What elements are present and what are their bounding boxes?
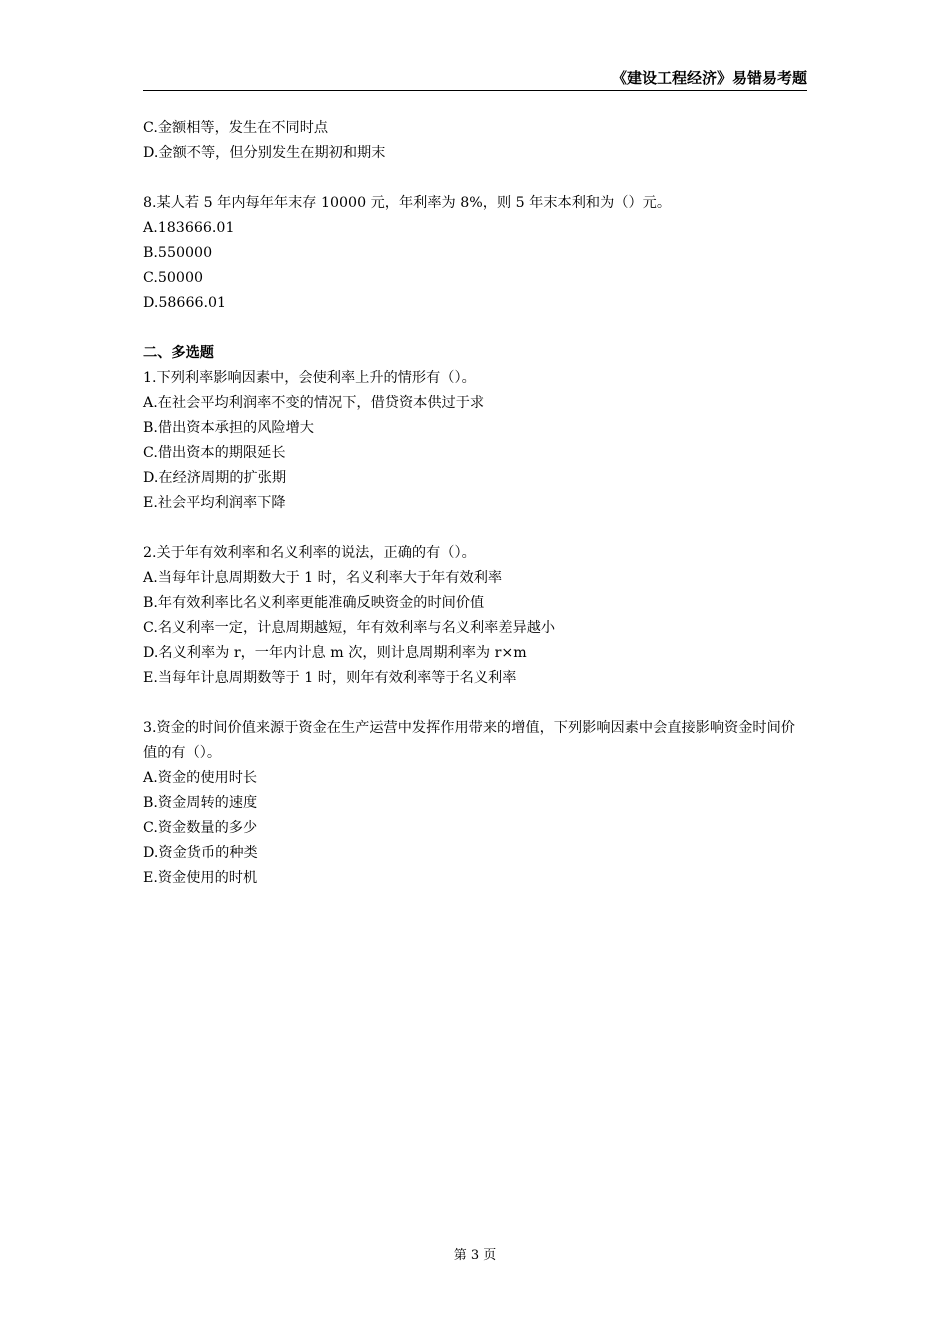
multi-question-3-block <box>143 716 807 891</box>
mq3-option-a: A.资金的使用时长 <box>143 770 258 786</box>
q8-option-c: C.50000 <box>143 270 203 286</box>
mq3-question: 3.资金的时间价值来源于资金在生产运营中发挥作用带来的增值，下列影响因素中会直接影响资金时间价值的有（）。 <box>143 720 795 761</box>
mq1-option-a: A.在社会平均利润率不变的情况下，借贷资本供过于求 <box>143 395 485 411</box>
mq2-option-d: D.名义利率为 r，一年内计息 m 次，则计息周期利率为 r×m <box>143 645 527 661</box>
mq1-option-e: E.社会平均利润率下降 <box>143 495 286 511</box>
spacer <box>143 316 807 341</box>
spacer <box>143 166 807 191</box>
spacer <box>143 516 807 541</box>
mq1-option-d: D.在经济周期的扩张期 <box>143 470 287 486</box>
mq1-option-b: B.借出资本承担的风险增大 <box>143 420 314 436</box>
mq1-question: 1.下列利率影响因素中，会使利率上升的情形有（）。 <box>143 370 476 386</box>
multi-question-2-block <box>143 541 807 691</box>
mq2-option-a: A.当每年计息周期数大于 1 时，名义利率大于年有效利率 <box>143 570 503 586</box>
q7-option-d: D.金额不等，但分别发生在期初和期末 <box>143 145 386 161</box>
question-8-block <box>143 191 807 316</box>
page-header <box>143 68 807 91</box>
question-7-block <box>143 116 807 166</box>
mq2-option-b: B.年有效利率比名义利率更能准确反映资金的时间价值 <box>143 595 485 611</box>
q7-option-c: C.金额相等，发生在不同时点 <box>143 120 329 136</box>
mq3-option-e: E.资金使用的时机 <box>143 870 258 886</box>
document-body <box>143 116 807 891</box>
section-title-multiple-choice: 二、多选题 <box>143 345 214 361</box>
page-number: 第 3 页 <box>453 1248 497 1263</box>
q8-option-b: B.550000 <box>143 245 213 261</box>
mq3-option-d: D.资金货币的种类 <box>143 845 258 861</box>
q8-option-a: A.183666.01 <box>143 220 235 236</box>
mq3-option-b: B.资金周转的速度 <box>143 795 258 811</box>
multi-question-1-block <box>143 366 807 516</box>
q8-question: 8.某人若 5 年内每年年末存 10000 元，年利率为 8%，则 5 年末本利和为（）元。 <box>143 195 672 211</box>
header-title: 《建设工程经济》易错易考题 <box>611 69 807 87</box>
mq3-option-c: C.资金数量的多少 <box>143 820 258 836</box>
mq2-option-e: E.当每年计息周期数等于 1 时，则年有效利率等于名义利率 <box>143 670 517 686</box>
mq1-option-c: C.借出资本的期限延长 <box>143 445 286 461</box>
mq2-option-c: C.名义利率一定，计息周期越短，年有效利率与名义利率差异越小 <box>143 620 556 636</box>
mq2-question: 2.关于年有效利率和名义利率的说法，正确的有（）。 <box>143 545 476 561</box>
q8-option-d: D.58666.01 <box>143 295 227 311</box>
spacer <box>143 691 807 716</box>
